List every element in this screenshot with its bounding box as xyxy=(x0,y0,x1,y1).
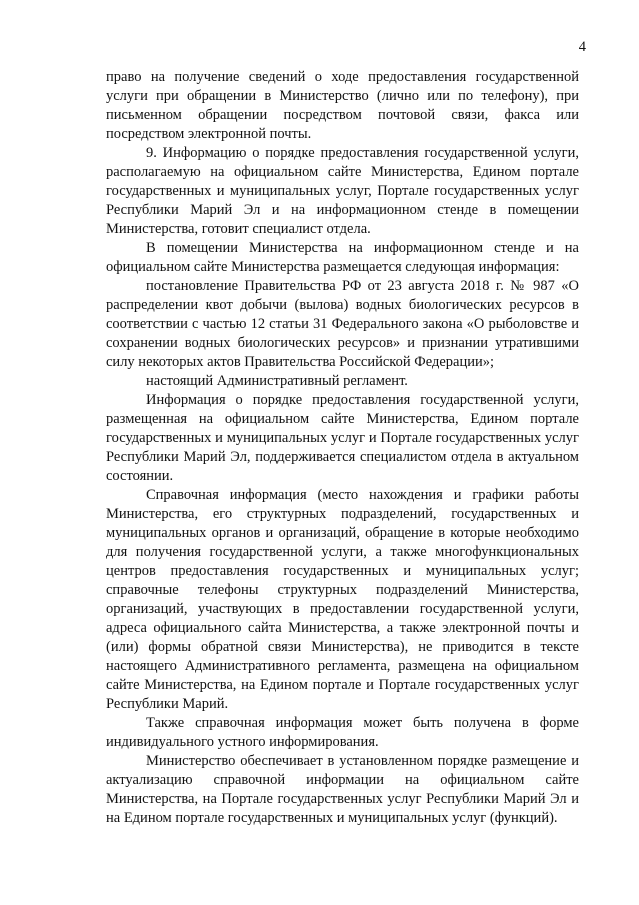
paragraph-5: настоящий Административный регламент. xyxy=(146,373,408,389)
page-number: 4 xyxy=(578,39,586,55)
paragraph-2: 9. Информацию о порядке предоставления государственной услуги, располагаемую на официальном сайте Министерства, Едином портале государственных и муниципальных услуг, Портале государственных услуг Республики Марий Эл и на информационном стенде в помещении Министерства, готовит специалист отдела. xyxy=(106,145,579,237)
paragraph-4: постановление Правительства РФ от 23 августа 2018 г. № 987 «О распределении квот добычи (вылова) водных биологических ресурсов в соответствии с частью 12 статьи 31 Федерального закона «О рыболовстве и сохранении водных биологических ресурсов» и признании утратившими силу некоторых актов Правительства Российской Федерации»; xyxy=(106,278,579,370)
paragraph-3: В помещении Министерства на информационном стенде и на официальном сайте Министерства размещается следующая информация: xyxy=(106,240,579,275)
document-body xyxy=(106,68,579,828)
paragraph-7: Справочная информация (место нахождения и графики работы Министерства, его структурных подразделений, государственных и муниципальных органов и организаций, обращение в которые необходимо для получения государственной услуги, а также многофункциональных центров предоставления государственных и муниципальных услуг; справочные телефоны структурных подразделений Министерства, организаций, участвующих в предоставлении государственной услуги, адреса официального сайта Министерства, а также электронной почты и (или) формы обратной связи Министерства), не приводится в тексте настоящего Административного регламента, размещена на официальном сайте Министерства, на Едином портале и Портале государственных услуг Республики Марий. xyxy=(106,487,579,712)
paragraph-1: право на получение сведений о ходе предоставления государственной услуги при обращении в Министерство (лично или по телефону), при письменном обращении посредством почтовой связи, факса или посредством электронной почты. xyxy=(106,69,579,142)
paragraph-6: Информация о порядке предоставления государственной услуги, размещенная на официальном сайте Министерства, Едином портале государственных и муниципальных услуг и Портале государственных услуг Республики Марий Эл, поддерживается специалистом отдела в актуальном состоянии. xyxy=(106,392,579,484)
paragraph-9: Министерство обеспечивает в установленном порядке размещение и актуализацию справочной информации на официальном сайте Министерства, на Портале государственных услуг Республики Марий Эл и на Едином портале государственных и муниципальных услуг (функций). xyxy=(106,753,579,826)
paragraph-8: Также справочная информация может быть получена в форме индивидуального устного информирования. xyxy=(106,715,579,750)
